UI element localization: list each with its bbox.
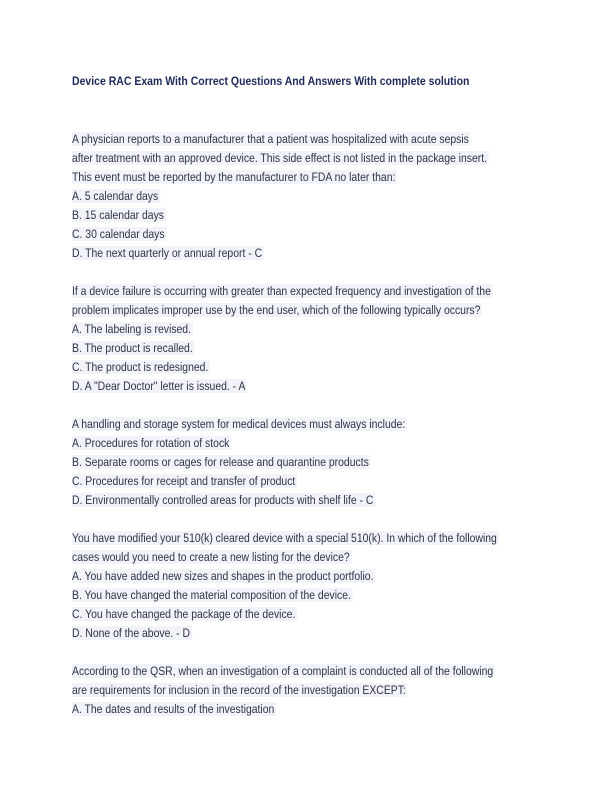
document-title: Device RAC Exam With Correct Questions And Answers With complete solution	[72, 74, 470, 88]
question-text-run: after treatment with an approved device. This side effect is not listed in the package insert.	[72, 151, 488, 165]
answer-option-text: B. You have changed the material composition of the device.	[72, 588, 351, 602]
question-block-3	[72, 415, 612, 510]
answer-option	[72, 377, 526, 396]
question-block-1	[72, 130, 612, 263]
answer-option-text: A. Procedures for rotation of stock	[72, 436, 230, 450]
question-text-run: A physician reports to a manufacturer that a patient was hospitalized with acute sepsis	[72, 132, 469, 146]
answer-option-text: B. 15 calendar days	[72, 208, 165, 222]
answer-option-text: B. The product is recalled.	[72, 341, 193, 355]
question-text-run: According to the QSR, when an investigation of a complaint is conducted all of the following	[72, 664, 494, 678]
answer-option-text: A. The labeling is revised.	[72, 322, 191, 336]
answer-option	[72, 358, 526, 377]
question-text	[72, 130, 526, 149]
answer-option	[72, 605, 526, 624]
question-text-run: If a device failure is occurring with greater than expected frequency and investigation of the	[72, 284, 491, 298]
answer-option-text: C. The product is redesigned.	[72, 360, 209, 374]
question-text-run: cases would you need to create a new listing for the device?	[72, 550, 350, 564]
answer-option-text: D. Environmentally controlled areas for products with shelf life - C	[72, 493, 374, 507]
answer-option-text: D. A "Dear Doctor" letter is issued. - A	[72, 379, 246, 393]
answer-option-text: A. 5 calendar days	[72, 189, 159, 203]
answer-option-text: B. Separate rooms or cages for release and quarantine products	[72, 455, 369, 469]
question-block-2	[72, 282, 612, 396]
answer-option-text: A. You have added new sizes and shapes in the product portfolio.	[72, 569, 374, 583]
question-text-run: This event must be reported by the manufacturer to FDA no later than:	[72, 170, 396, 184]
answer-option	[72, 472, 526, 491]
answer-option	[72, 624, 526, 643]
answer-option	[72, 453, 526, 472]
answer-option	[72, 320, 526, 339]
question-text-run: problem implicates improper use by the end user, which of the following typically occurs?	[72, 303, 481, 317]
answer-option	[72, 586, 526, 605]
answer-option-text: C. You have changed the package of the device.	[72, 607, 296, 621]
question-text-run: You have modified your 510(k) cleared device with a special 510(k). In which of the following	[72, 531, 497, 545]
question-block-5	[72, 662, 612, 719]
question-text-run: are requirements for inclusion in the record of the investigation EXCEPT:	[72, 683, 406, 697]
question-text	[72, 168, 526, 187]
answer-option	[72, 244, 526, 263]
answer-option-text: D. The next quarterly or annual report - C	[72, 246, 263, 260]
answer-option	[72, 187, 526, 206]
answer-option	[72, 700, 526, 719]
question-text	[72, 415, 526, 434]
answer-option	[72, 225, 526, 244]
answer-option-text: D. None of the above. - D	[72, 626, 191, 640]
answer-option	[72, 339, 526, 358]
answer-option-text: C. 30 calendar days	[72, 227, 165, 241]
answer-option-text: C. Procedures for receipt and transfer of product	[72, 474, 296, 488]
question-text	[72, 301, 526, 320]
question-text-run: A handling and storage system for medical devices must always include:	[72, 417, 406, 431]
answer-option	[72, 491, 526, 510]
question-text	[72, 282, 526, 301]
question-block-4	[72, 529, 612, 643]
question-text	[72, 149, 526, 168]
question-text	[72, 529, 526, 548]
document-body	[72, 130, 612, 738]
answer-option	[72, 434, 526, 453]
answer-option	[72, 567, 526, 586]
answer-option-text: A. The dates and results of the investigation	[72, 702, 275, 716]
question-text	[72, 681, 526, 700]
question-text	[72, 662, 526, 681]
question-text	[72, 548, 526, 567]
answer-option	[72, 206, 526, 225]
